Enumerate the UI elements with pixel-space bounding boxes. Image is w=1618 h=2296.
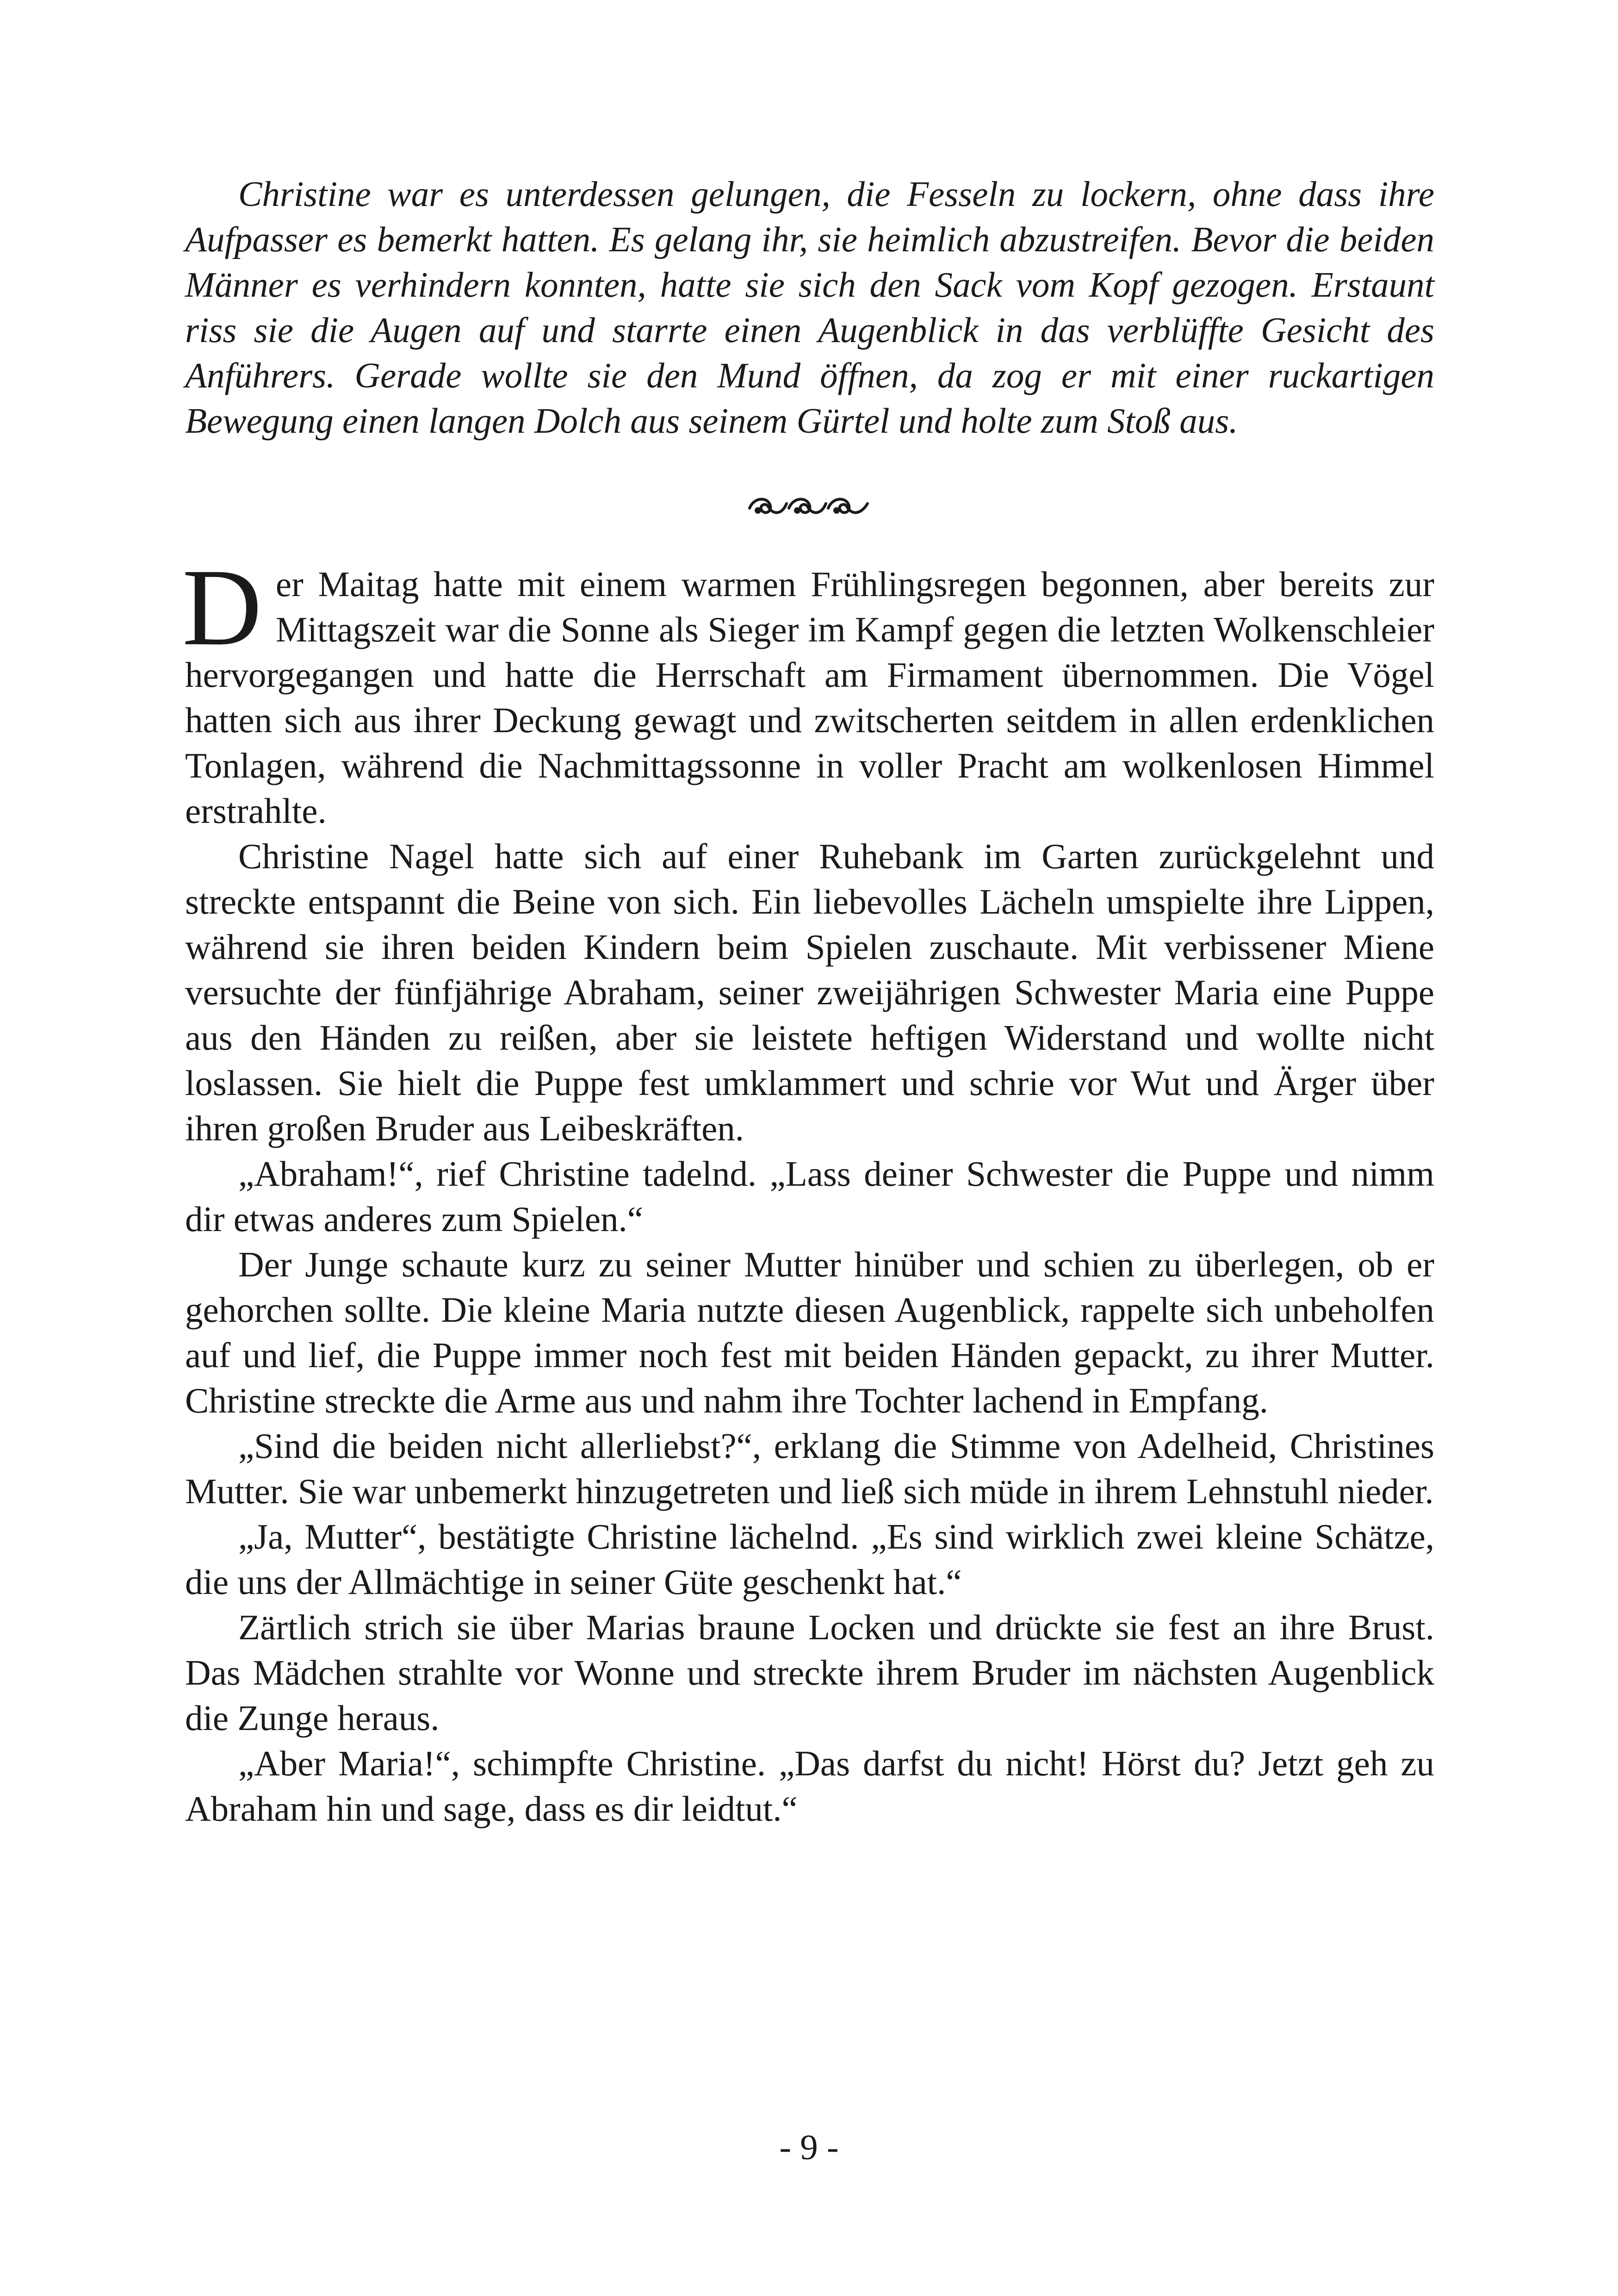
italic-prologue <box>185 171 1434 443</box>
paragraph: Christine Nagel hatte sich auf einer Ruhebank im Garten zurückgelehnt und streckte entspannt die Beine von sich. Ein liebevolles Lächeln umspielte ihre Lippen, während sie ihren beiden Kindern beim Spielen zuschaute. Mit verbissener Miene versuchte der fünfjährige Abraham, seiner zweijährigen Schwester Maria eine Puppe aus den Händen zu reißen, aber sie leistete heftigen Widerstand und wollte nicht loslassen. Sie hielt die Puppe fest umklammert und schrie vor Wut und Ärger über ihren großen Bruder aus Leibeskräften. <box>185 836 1434 1148</box>
book-page <box>182 171 1434 1831</box>
drop-cap: D <box>182 547 262 668</box>
paragraph: „Aber Maria!“, schimpfte Christine. „Das darfst du nicht! Hörst du? Jetzt geh zu Abraham hin und sage, dass es dir leidtut.“ <box>185 1743 1434 1829</box>
paragraph: „Abraham!“, rief Christine tadelnd. „Lass deiner Schwester die Puppe und nimm dir etwas anderes zum Spielen.“ <box>185 1154 1434 1239</box>
page-number: - 9 - <box>779 2127 839 2167</box>
paragraph: Der Junge schaute kurz zu seiner Mutter hinüber und schien zu überlegen, ob er gehorchen sollte. Die kleine Maria nutzte diesen Augenblick, rappelte sich unbeholfen auf und lief, die Puppe immer noch fest mit beiden Händen gepackt, zu ihrer Mutter. Christine streckte die Arme aus und nahm ihre Tochter lachend in Empfang. <box>185 1244 1434 1420</box>
opening-paragraph <box>182 547 1434 834</box>
prologue-paragraph: Christine war es unterdessen gelungen, die Fesseln zu lockern, ohne dass ihre Aufpasser es bemerkt hatten. Es gelang ihr, sie heimlich abzustreifen. Bevor die beiden Männer es verhindern konnten, hatte sie sich den Sack vom Kopf gezogen. Erstaunt riss sie die Augen auf und starrte einen Augenblick in das verblüffte Gesicht des Anführers. Gerade wollte sie den Mund öffnen, da zog er mit einer ruckartigen Bewegung einen langen Dolch aus seinem Gürtel und holte zum Stoß aus. <box>185 174 1434 441</box>
paragraph: Zärtlich strich sie über Marias braune Locken und drückte sie fest an ihre Brust. Das Mädchen strahlte vor Wonne und streckte ihrem Bruder im nächsten Augenblick die Zunge heraus. <box>185 1607 1434 1738</box>
paragraph-text: er Maitag hatte mit einem warmen Frühlingsregen begonnen, aber bereits zur Mittagszeit war die Sonne als Sieger im Kampf gegen die letzten Wolkenschleier hervorgegangen und hatte die Herrschaft am Firmament übernommen. Die Vögel hatten sich aus ihrer Deckung gewagt und zwitscherten seitdem in allen erdenklichen Tonlagen, während die Nachmittagssonne in voller Pracht am wolkenlosen Himmel erstrahlte. <box>185 564 1434 831</box>
chapter-body <box>182 547 1434 1831</box>
paragraph: „Sind die beiden nicht allerliebst?“, erklang die Stimme von Adelheid, Christines Mutter. Sie war unbemerkt hinzugetreten und ließ sich müde in ihrem Lehnstuhl nieder. <box>185 1426 1434 1511</box>
section-divider <box>185 487 1434 524</box>
paragraph: „Ja, Mutter“, bestätigte Christine lächelnd. „Es sind wirklich zwei kleine Schätze, die uns der Allmächtige in seiner Güte geschenkt hat.“ <box>185 1517 1434 1602</box>
fleuron-divider-icon <box>745 490 874 530</box>
